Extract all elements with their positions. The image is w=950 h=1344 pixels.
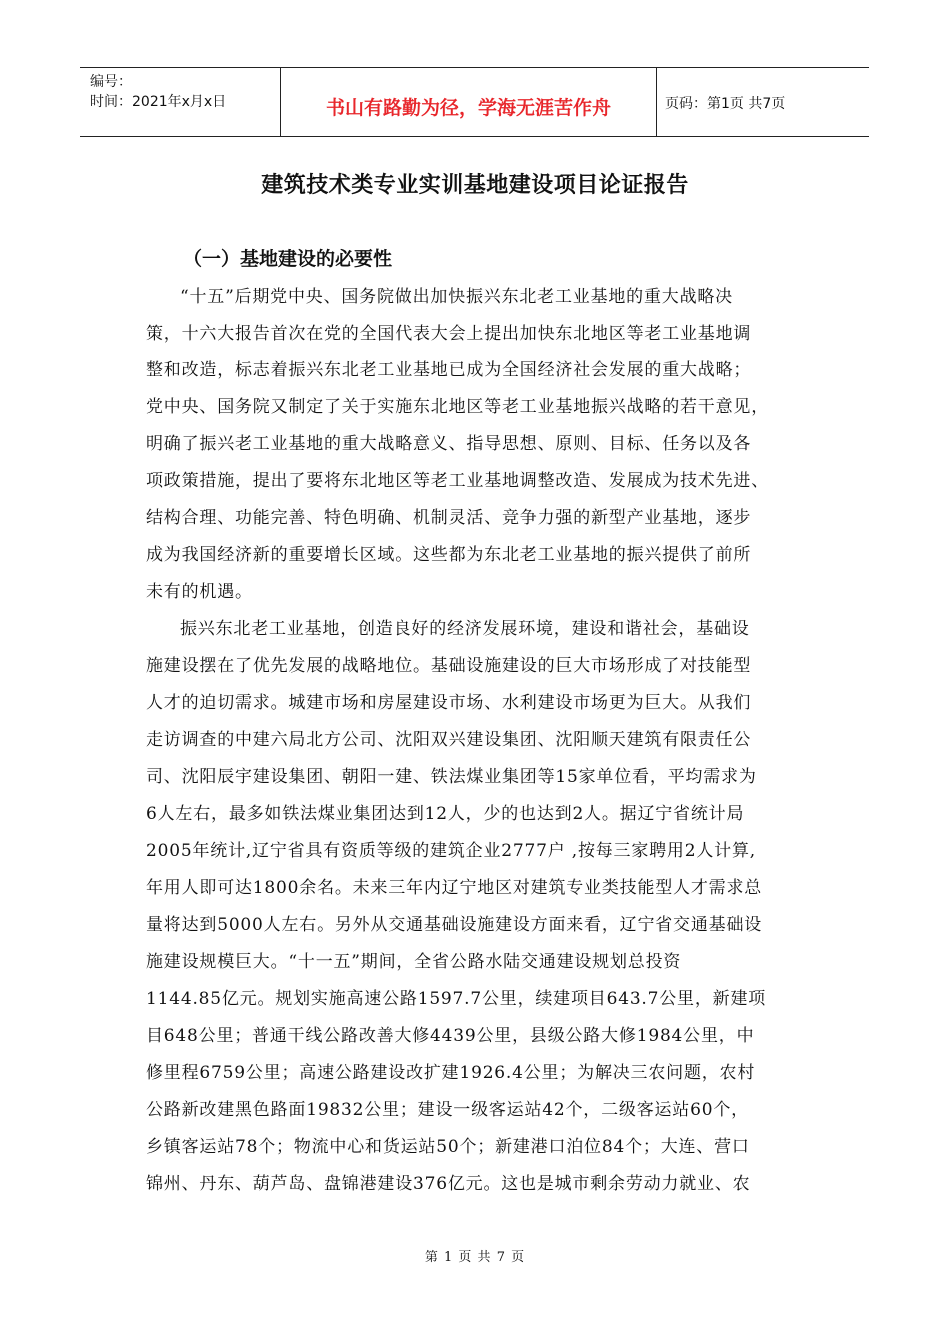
text-line: 施建设规模巨大。“十一五”期间，全省公路水陆交通建设规划总投资 <box>146 952 682 972</box>
header-motto: 书山有路勤为径，学海无涯苦作舟 <box>281 68 657 136</box>
text-line: 成为我国经济新的重要增长区域。这些都为东北老工业基地的振兴提供了前所 <box>146 545 752 565</box>
document-header <box>80 67 869 137</box>
text-line: 走访调查的中建六局北方公司、沈阳双兴建设集团、沈阳顺天建筑有限责任公 <box>146 730 752 750</box>
header-page-info: 页码：第1页 共7页 <box>665 96 786 112</box>
text-line: 未有的机遇。 <box>146 582 253 602</box>
text-line: 整和改造，标志着振兴东北老工业基地已成为全国经济社会发展的重大战略； <box>146 360 752 380</box>
document-title: 建筑技术类专业实训基地建设项目论证报告 <box>261 173 689 198</box>
text-line: 1144.85亿元。规划实施高速公路1597.7公里，续建项目643.7公里，新建项 <box>146 989 767 1009</box>
date-label: 时间：2021年x月x日 <box>90 94 227 110</box>
text-line: 2005年统计,辽宁省具有资质等级的建筑企业2777户 ,按每三家聘用2人计算, <box>146 841 756 861</box>
text-line: 修里程6759公里；高速公路建设改扩建1926.4公里；为解决三农问题，农村 <box>146 1063 756 1083</box>
text-line: 明确了振兴老工业基地的重大战略意义、指导思想、原则、目标、任务以及各 <box>146 434 752 454</box>
text-line: 乡镇客运站78个；物流中心和货运站50个；新建港口泊位84个；大连、营口 <box>146 1137 750 1157</box>
text-line: 司、沈阳辰宇建设集团、朝阳一建、铁法煤业集团等15家单位看，平均需求为 <box>146 767 757 787</box>
page-footer: 第 1 页 共 7 页 <box>424 1250 526 1265</box>
text-line: 结构合理、功能完善、特色明确、机制灵活、竞争力强的新型产业基地，逐步 <box>146 508 752 528</box>
text-line: 项政策措施，提出了要将东北地区等老工业基地调整改造、发展成为技术先进、 <box>146 471 769 491</box>
text-line: 公路新改建黑色路面19832公里；建设一级客运站42个，二级客运站60个， <box>146 1100 749 1120</box>
text-line: 目648公里；普通干线公路改善大修4439公里，县级公路大修1984公里，中 <box>146 1026 755 1046</box>
text-line: 党中央、国务院又制定了关于实施东北地区等老工业基地振兴战略的若干意见， <box>146 397 769 417</box>
number-label: 编号： <box>90 74 132 90</box>
text-line: 策，十六大报告首次在党的全国代表大会上提出加快东北地区等老工业基地调 <box>146 324 752 344</box>
header-meta <box>80 68 281 136</box>
text-line: 锦州、丹东、葫芦岛、盘锦港建设376亿元。这也是城市剩余劳动力就业、农 <box>146 1174 751 1194</box>
text-line: 量将达到5000人左右。另外从交通基础设施建设方面来看，辽宁省交通基础设 <box>146 915 763 935</box>
text-line: 年用人即可达1800余名。未来三年内辽宁地区对建筑专业类技能型人才需求总 <box>146 878 763 898</box>
text-line: 施建设摆在了优先发展的战略地位。基础设施建设的巨大市场形成了对技能型 <box>146 656 752 676</box>
text-line: 振兴东北老工业基地，创造良好的经济发展环境，建设和谐社会，基础设 <box>180 619 750 639</box>
text-line: “十五”后期党中央、国务院做出加快振兴东北老工业基地的重大战略决 <box>180 287 733 307</box>
section-heading: （一）基地建设的必要性 <box>183 248 393 270</box>
text-line: 人才的迫切需求。城建市场和房屋建设市场、水利建设市场更为巨大。从我们 <box>146 693 752 713</box>
text-line: 6人左右，最多如铁法煤业集团达到12人，少的也达到2人。据辽宁省统计局 <box>146 804 745 824</box>
